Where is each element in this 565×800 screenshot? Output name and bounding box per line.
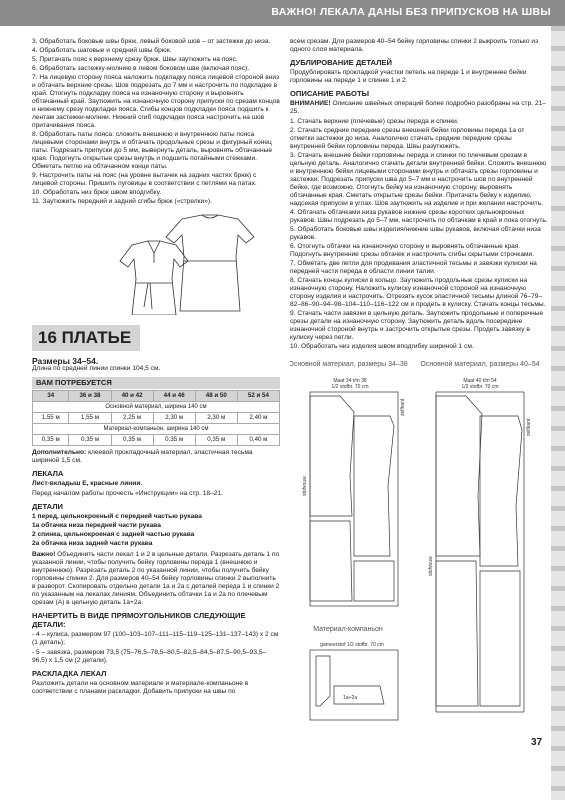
layout-b-title: Основной материал, размеры 40–54 bbox=[420, 361, 540, 368]
important-note bbox=[32, 551, 280, 607]
dub-heading: ДУБЛИРОВАНИЕ ДЕТАЛЕЙ bbox=[290, 58, 392, 67]
table-cell: 0,35 м bbox=[153, 435, 195, 446]
rect-item: - 4 – кулиса, размером 97 (100–103–107–111–115–119–125–131–137–143) x 2 см (1 деталь); bbox=[32, 631, 279, 646]
extra-text: клеевой прокладочный материал, эластичная тесьма шириной 1,5 см. bbox=[32, 449, 253, 464]
list-item: 2 спинка, цельнокроеная с задней частью рукава bbox=[32, 531, 195, 538]
table-cell: 2,30 м bbox=[195, 413, 237, 424]
extra-materials bbox=[32, 449, 280, 465]
lekala-heading: ЛЕКАЛА bbox=[32, 469, 64, 478]
table-cell: 0,35 м bbox=[195, 435, 237, 446]
size-cell: 48 и 50 bbox=[195, 391, 237, 402]
layout-c-width: garneerstof 1/2 stofbr. 70 cm bbox=[320, 642, 384, 648]
list-item: 1 перед, цельнокроеный с передней частью рукава bbox=[32, 513, 202, 520]
rect-item: - 5 – завязка, размером 73,5 (75–76,5–78,5–80,5–82,5–84,5–87,5–90,5–93,5–96,5) x 1,5 см (2 детали). bbox=[32, 649, 267, 664]
size-cell: 40 и 42 bbox=[111, 391, 153, 402]
table-cell: 0,35 м bbox=[69, 435, 111, 446]
model-title: 16 ПЛАТЬЕ bbox=[38, 328, 132, 347]
work-heading: ОПИСАНИЕ РАБОТЫ bbox=[290, 89, 370, 98]
layout-a-fold-label: stofvouw bbox=[302, 476, 308, 496]
attention-text: Описание швейных операций более подробно разобраны на стр. 21–25. bbox=[290, 100, 546, 115]
step-item: 9. Настрочить паты на пояс (на уровне вытачек на задних частях брюк) с лицевой стороны. Пришить пуговицы в соответствии с петлями на патах. bbox=[32, 172, 257, 187]
length-line: Длина по средней линии спинки 104,5 см. bbox=[32, 365, 161, 372]
layout-b-width: 1/2 stofbr. 70 cm bbox=[461, 384, 499, 390]
step-item: 3. Стачать внешние бейки горловины переда и спинки по плечевым срезам в цельную деталь. Аналогично стачать детали внутренней бейки. Сложить внешнюю и внутреннюю бейки лицевыми сторонами внутрь и обтачать срезы горловины и застежки. Подрезать припуски шва до 5–7 мм и настрочить шов по внутренней бейке, где возможно. Отогнуть бейку на изнаночную сторону, выровнять обтачанные края. Сметать открытые срезы бейки. Притачать бейку к изделию, надсекая припуски в углах. Шов заутюжить на изделие и при желании настрочить. bbox=[290, 152, 547, 207]
layout-diagrams bbox=[290, 356, 548, 724]
step-item: 5. Обработать боковые швы изделия/нижние швы рукавов, включая обтачки низа рукавов. bbox=[290, 226, 541, 241]
rect-heading: НАЧЕРТИТЬ В ВИДЕ ПРЯМОУГОЛЬНИКОВ СЛЕДУЮЩИЕ ДЕТАЛИ: bbox=[32, 611, 246, 629]
size-cell: 36 и 38 bbox=[69, 391, 111, 402]
step-item: 4. Обработать шаговые и средний швы брюк. bbox=[32, 47, 172, 54]
table-row bbox=[33, 424, 280, 435]
step-item: 11. Заутюжить передний и задний сгибы брюк («стрелки»). bbox=[32, 198, 212, 205]
dress-sketch bbox=[32, 211, 280, 315]
layout-b-fold-label: stofvouw bbox=[428, 556, 434, 576]
header-banner bbox=[0, 0, 565, 26]
important-label: Важно! bbox=[32, 551, 56, 558]
table-cell: 0,35 м bbox=[33, 435, 69, 446]
right-column bbox=[290, 38, 548, 727]
table-cell: 0,35 м bbox=[111, 435, 153, 446]
table-cell: 1,55 м bbox=[69, 413, 111, 424]
step-item: 8. Стачать концы кулиски в кольцо. Заутюжить продольные срезы кулиски на изнаночную сторону. Наложить кулиску изнаночной стороной на изнаночную сторону изделия и настрочить. Отрезать кусок эластичной тесьмы длиной 76–79–82–86–90–94–98–104–110–116–122 см и продеть в кулиску. Стачать концы тесьмы. bbox=[290, 277, 546, 308]
page-number: 37 bbox=[531, 737, 543, 748]
layout-b-size: Maat 40 t/m 54 bbox=[463, 378, 497, 384]
size-cell: 44 и 46 bbox=[153, 391, 195, 402]
lekala-sheet: Лист-вкладыш Е, красные линии. bbox=[32, 480, 143, 487]
attention-label: ВНИМАНИЕ! bbox=[290, 100, 331, 107]
intro-text: всем срезам. Для размеров 40–54 бейку горловины спинки 2 выкроить только из одного слоя материала. bbox=[290, 38, 539, 53]
companion-fabric-label: Материал-компаньон, ширина 140 см bbox=[33, 424, 280, 435]
step-item: 1. Стачать верхние (плечевые) срезы переда и спинки. bbox=[290, 118, 459, 125]
work-steps-list bbox=[290, 118, 548, 351]
step-item: 6. Обработать застежку-молнию в левом боковом шве (включая пояс). bbox=[32, 65, 250, 72]
list-item: 1а обтачка низа передней части рукава bbox=[32, 522, 161, 529]
layout-a-fabric bbox=[310, 392, 398, 606]
details-heading: ДЕТАЛИ bbox=[32, 502, 63, 511]
extra-label: Дополнительно: bbox=[32, 449, 87, 456]
step-item: 9. Стачать части завязки в цельную деталь. Заутюжить продольные и поперечные срезы детали на изнаночную сторону. Заутюжить деталь вдоль посередине изнаночной стороной внутрь и застрочить открытые срезы. Продеть завязку в кулиску через петли. bbox=[290, 310, 544, 341]
layout-c-fabric bbox=[310, 650, 398, 720]
details-list bbox=[32, 513, 280, 548]
layout-c-title: Материал-компаньон bbox=[313, 626, 383, 633]
piece-label-1a2a: 1a+2a bbox=[342, 695, 358, 701]
table-cell: 1,55 м bbox=[33, 413, 69, 424]
materials-heading: ВАМ ПОТРЕБУЕТСЯ bbox=[32, 377, 280, 389]
table-row bbox=[33, 391, 280, 402]
layout-a-width: 1/2 stofbr. 70 cm bbox=[331, 384, 369, 390]
important-text: Объединить части лекал 1 и 2 в цельные детали. Разрезать деталь 1 по указанной линии, чтобы получить бейку горловины переда 1 (внешнюю и внутреннюю). Разрезать деталь 2 по указанной линии, чтобы получить бейку горловины спинки 2. Для размеров 40–54 бейку горловины спинки 2 выполнить в разворот. Скопировать отдельно детали 1а и 2а с деталей переда 1 и спинки 2 по указанным на лекалах линиям. Объединить обтачки 1а и 2а по плечевым срезам (А) в цельную деталь 1а+2а. bbox=[32, 551, 280, 606]
model-heading bbox=[32, 325, 140, 351]
step-item: 10. Обработать низ брюк швом вподгибку. bbox=[32, 189, 162, 196]
trousers-steps-list bbox=[32, 38, 280, 206]
layout-a-title: Основной материал, размеры 34–38 bbox=[290, 361, 408, 368]
step-item: 10. Обработать низ изделия швом вподгибку шириной 1 см. bbox=[290, 343, 474, 350]
sizes-line: Размеры 34–54. bbox=[32, 356, 99, 366]
layout-b-selvage-label: zelfkant bbox=[526, 418, 532, 436]
table-row bbox=[33, 435, 280, 446]
size-cell: 34 bbox=[33, 391, 69, 402]
list-item: 2а обтачка низа задней части рукава bbox=[32, 540, 153, 547]
table-row bbox=[33, 402, 280, 413]
dub-text: Продублировать прокладкой участки петель на переде 1 и внутреннее бейки горловины на переде 1 и спинке 1 и 2. bbox=[290, 69, 527, 84]
banner-text: ВАЖНО! ЛЕКАЛА ДАНЫ БЕЗ ПРИПУСКОВ НА ШВЫ bbox=[271, 6, 551, 18]
table-cell: 2,30 м bbox=[153, 413, 195, 424]
table-cell: 2,25 м bbox=[111, 413, 153, 424]
layout-a-size: Maat 34 t/m 38 bbox=[333, 378, 367, 384]
attention-note bbox=[290, 100, 548, 116]
step-item: 3. Обработать боковые швы брюк, левый боковой шов – от застежки до низа. bbox=[32, 38, 271, 45]
layout-b-fabric bbox=[436, 392, 524, 712]
lekala-note: Перед началом работы прочесть «Инструкции» на стр. 18–21. bbox=[32, 490, 223, 497]
step-item: 6. Отогнуть обтачки на изнаночную сторону и выровнять обтачанные края. Подогнуть внутренние срезы обтачек и настрочить сгибы скрытыми строчками. bbox=[290, 243, 535, 258]
left-column bbox=[32, 38, 280, 698]
step-item: 5. Притачать пояс к верхнему срезу брюк. Швы заутюжить на пояс. bbox=[32, 56, 238, 63]
size-cell: 52 и 54 bbox=[237, 391, 279, 402]
layout-heading: РАСКЛАДКА ЛЕКАЛ bbox=[32, 669, 107, 678]
main-fabric-label: Основной материал, ширина 140 см bbox=[33, 402, 280, 413]
table-cell: 0,40 м bbox=[237, 435, 279, 446]
step-item: 7. Обметать две петли для продевания эластичной тесьмы и завязки кулиски на передней части переда в области линии талии. bbox=[290, 260, 537, 275]
step-item: 8. Обработать паты пояса: сложить внешнюю и внутреннюю паты пояса лицевыми сторонами внутрь и обтачать продольные срезы и фигурный конец паты. Подрезать припуски до 5 мм, вывернуть деталь, выровнять обтачанные края. Подогнуть открытые срезы внутрь и подшить потайными стежками. Обметать петлю на обтачанном конце паты. bbox=[32, 131, 273, 170]
side-ruler bbox=[551, 26, 565, 800]
layout-a-selvage-label: zelfkant bbox=[400, 398, 406, 416]
table-cell: 2,40 м bbox=[237, 413, 279, 424]
step-item: 4. Обтачать обтачками низа рукавов нижние срезы коротких цельнокроеных рукавов. Швы подрезать до 5–7 мм, настрочить по обтачкам в край и пока отогнуть. bbox=[290, 209, 548, 224]
step-item: 2. Стачать средние передние срезы внешней бейки горловины переда 1а от отметки застежки до низа. Аналогично стачать средние передние срезы внутренней бейки горловины переда. Швы разутюжить. bbox=[290, 127, 525, 150]
step-item: 7. На лицевую сторону пояса наложить подкладку пояса лицевой стороной вниз и обтачать верхние срезы. Шов подрезать до 7 мм и настрочить по подкладке в край. Отогнуть подкладку пояса на изнаночную сторону и выровнять обтачанный край. Заутюжить на изнаночную сторону припуски по срезам концов и нижнему срезу подкладки пояса. Сгибы концов подкладки пояса подшить к лентам застежки-молнии. Нижний сгиб подкладки пояса настрочить на шов притачивания пояса. bbox=[32, 74, 280, 129]
materials-table bbox=[32, 390, 280, 446]
layout-text: Разложить детали на основном материале и материале-компаньоне в соответствии с планами раскладки. Добавить припуски на швы по bbox=[32, 680, 249, 695]
table-row bbox=[33, 413, 280, 424]
